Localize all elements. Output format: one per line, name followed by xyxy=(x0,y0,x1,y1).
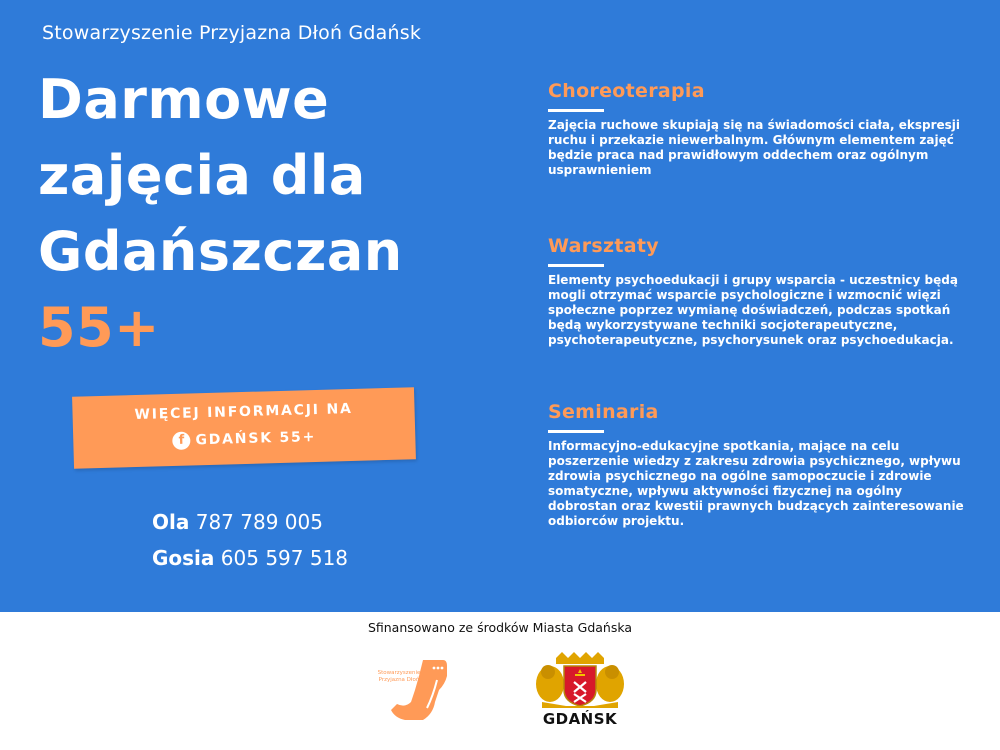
headline xyxy=(38,62,403,366)
facebook-page-name: GDAŃSK 55+ xyxy=(195,428,317,449)
organization-name: Stowarzyszenie Przyjazna Dłoń Gdańsk xyxy=(42,22,422,44)
headline-line-2: zajęcia dla xyxy=(38,144,366,207)
contact-gosia xyxy=(152,546,348,570)
gdansk-coat-of-arms-icon xyxy=(528,652,632,710)
gdansk-logo-text: GDAŃSK xyxy=(542,710,618,728)
partner-logo-text: Stowarzyszenie Przyjazna Dłoń xyxy=(377,670,421,683)
contact-name: Gosia xyxy=(152,546,215,570)
section-underline xyxy=(548,430,604,433)
headline-line-1: Darmowe xyxy=(38,68,330,131)
facebook-icon: f xyxy=(172,432,190,450)
funding-note: Sfinansowano ze środków Miasta Gdańska xyxy=(367,620,633,635)
section-title: Seminaria xyxy=(548,401,659,423)
section-title: Warsztaty xyxy=(548,235,659,257)
hand-icon xyxy=(375,656,455,724)
more-info-banner[interactable] xyxy=(72,387,416,469)
section-text: Elementy psychoedukacji i grupy wsparcia - uczestnicy będą mogli otrzymać wsparcie psychologiczne i wzmocnić więzi społeczne poprzez wymianę doświadczeń, podczas spotkań będą wykorzystywane techniki socjoterapeutyczne, psychoterapeutyczne, psychorysunek oraz psychoedukacja. xyxy=(548,273,958,347)
section-underline xyxy=(548,109,604,112)
banner-facebook-line xyxy=(73,425,415,453)
section-text: Informacyjno-edukacyjne spotkania, mające na celu poszerzenie wiedzy z zakresu zdrowia psychicznego, wpływu zdrowia psychicznego na ogólne samopoczucie i zdrowie somatyczne, wpływu aktywności fizycznej na ogólny dobrostan oraz kwestii prawnych budzących zainteresowanie odbiorców projektu. xyxy=(548,439,964,528)
contact-ola xyxy=(152,510,323,534)
banner-text: WIĘCEJ INFORMACJI NA xyxy=(134,400,353,424)
section-title: Choreoterapia xyxy=(548,80,705,102)
contact-phone[interactable]: 787 789 005 xyxy=(195,510,323,534)
partner-logo xyxy=(375,656,455,724)
headline-line-3: Gdańszczan xyxy=(38,220,403,283)
gdansk-city-logo xyxy=(528,652,632,732)
section-warsztaty xyxy=(548,234,968,348)
headline-age: 55+ xyxy=(38,296,160,359)
section-text: Zajęcia ruchowe skupiają się na świadomości ciała, ekspresji ruchu i przekazie niewerbalnym. Głównym elementem zajęć będzie praca nad prawidłowym oddechem oraz ogólnym usprawnieniem xyxy=(548,118,961,177)
contact-name: Ola xyxy=(152,510,190,534)
section-choreoterapia xyxy=(548,79,968,178)
section-seminaria xyxy=(548,400,968,529)
section-underline xyxy=(548,264,604,267)
contact-phone[interactable]: 605 597 518 xyxy=(220,546,349,570)
